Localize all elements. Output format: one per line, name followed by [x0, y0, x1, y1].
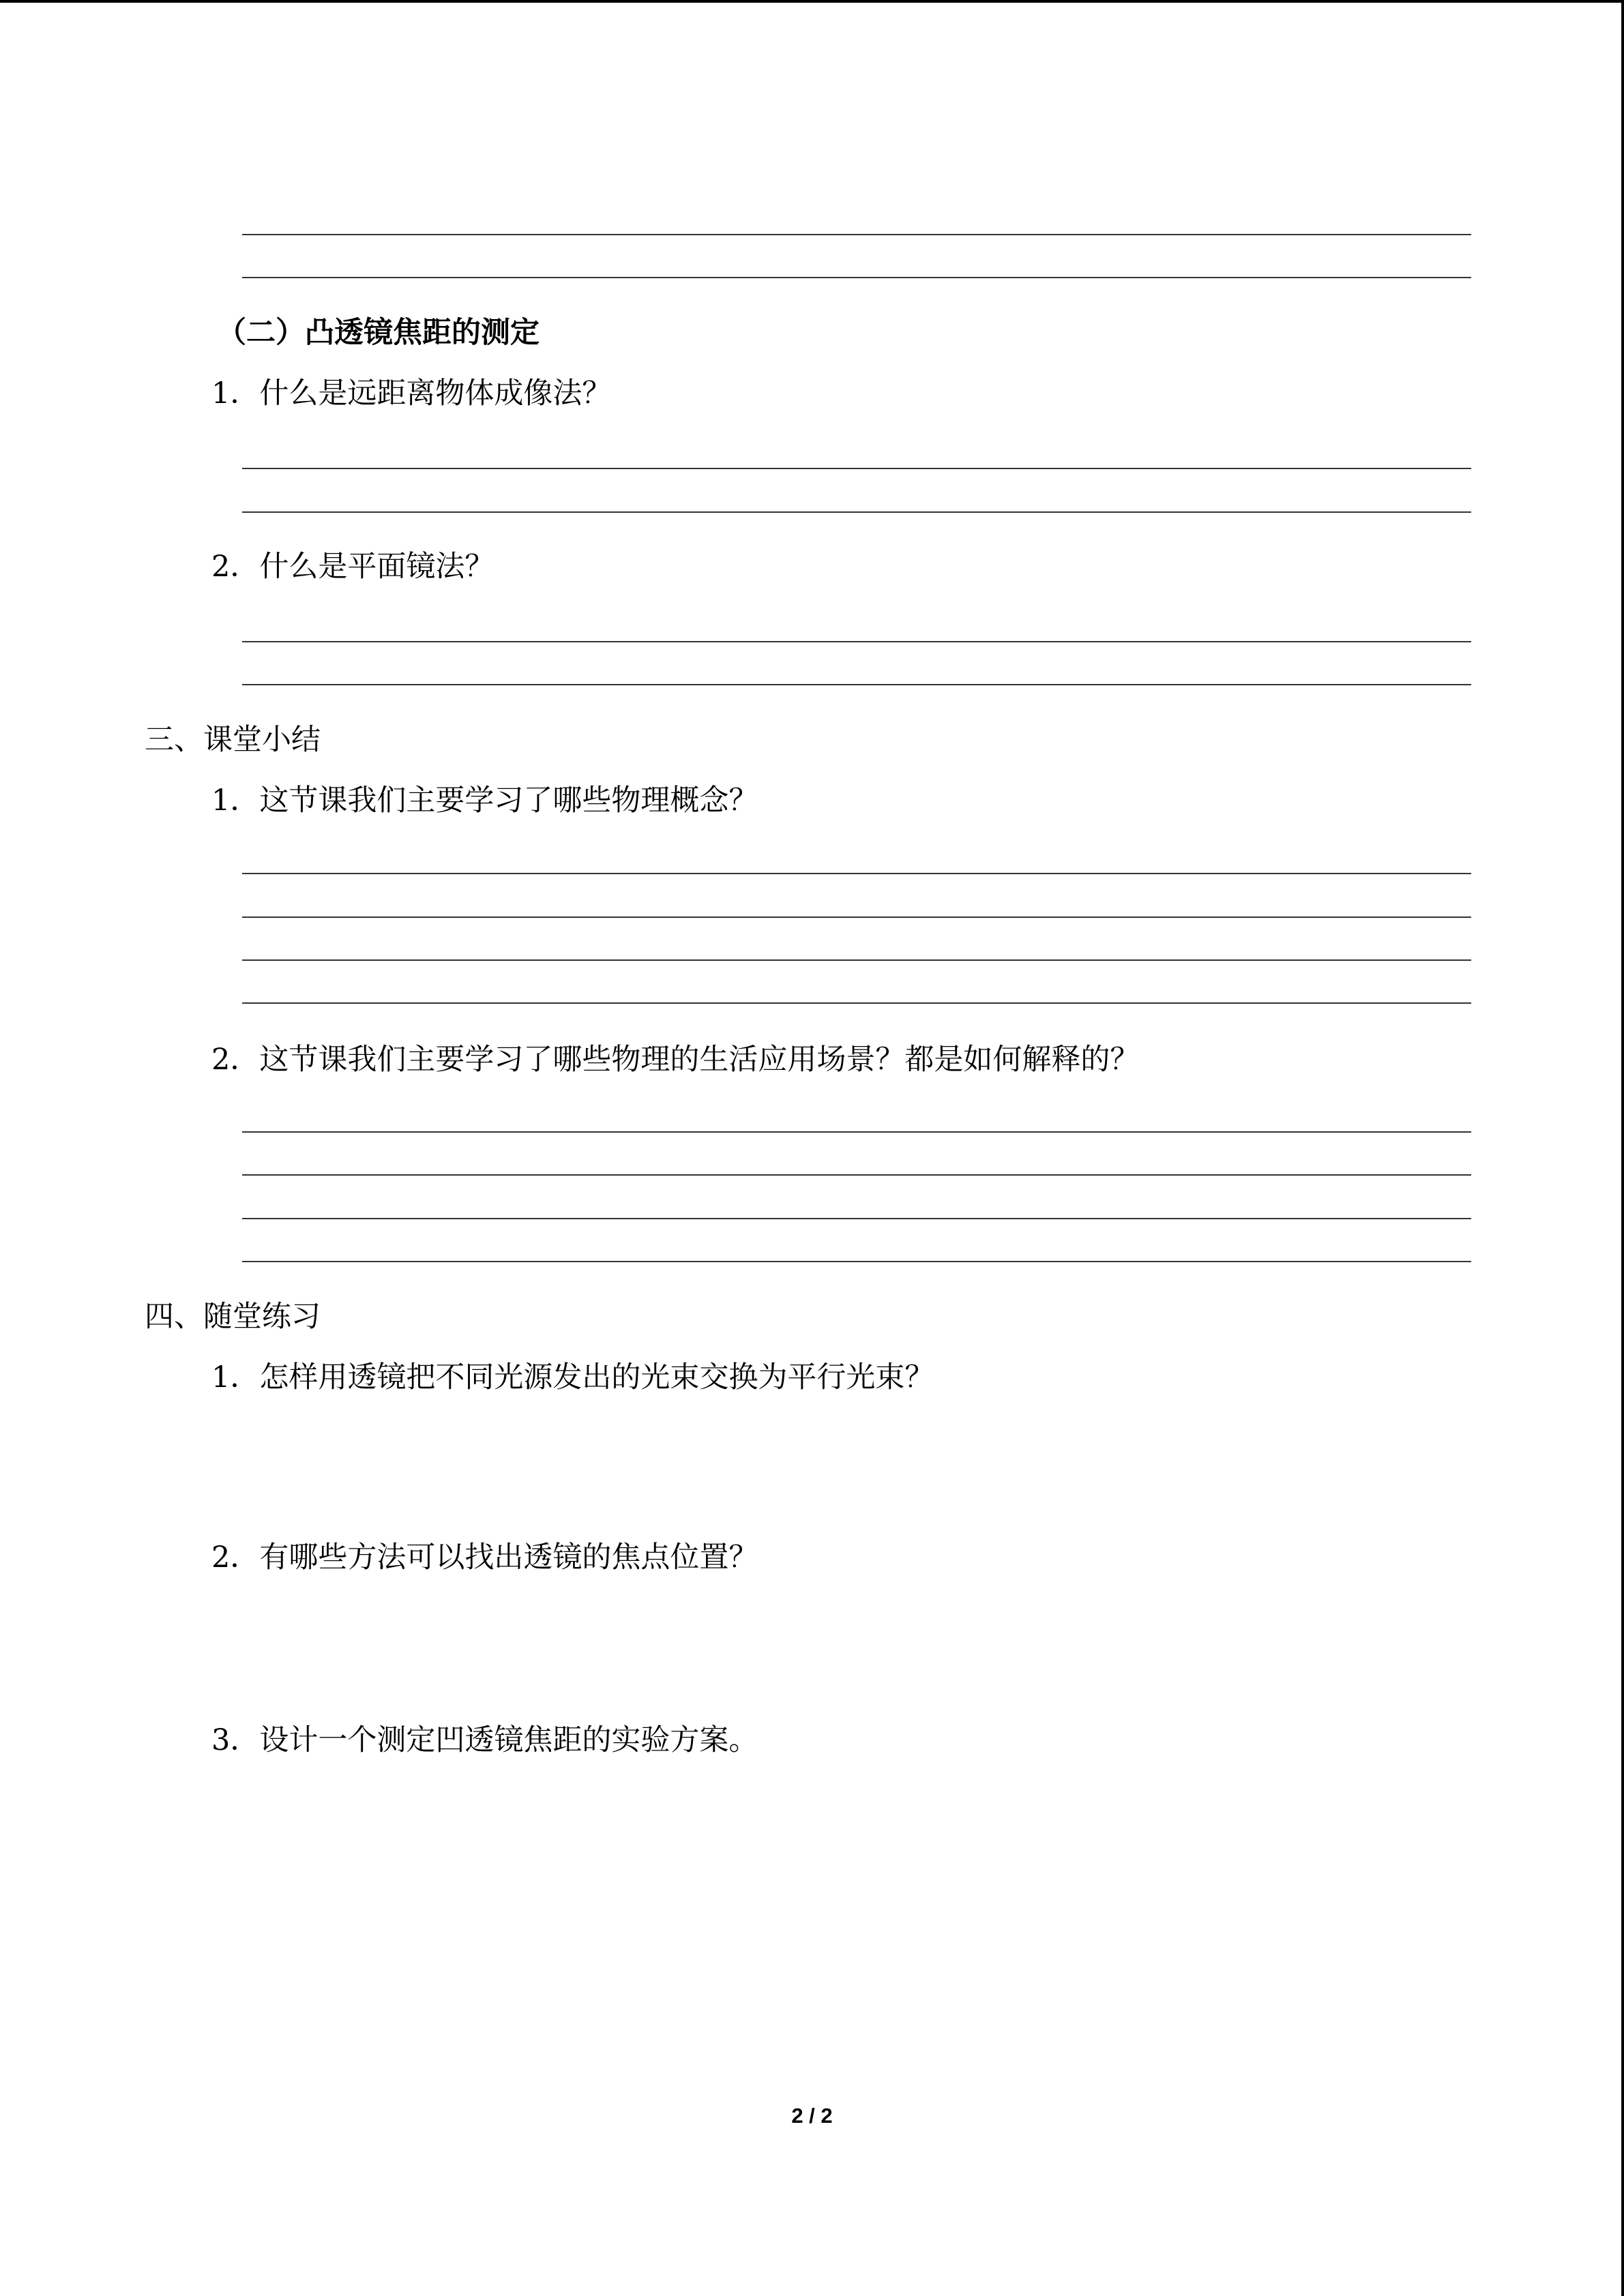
section-heading-focal-length: （二）凸透镜焦距的测定 [217, 316, 540, 350]
answer-line[interactable] [242, 641, 1471, 642]
page-top-border [0, 0, 1624, 3]
question-find-focal-point: 2．有哪些方法可以找出透镜的焦点位置？ [211, 1540, 758, 1575]
answer-line[interactable] [242, 1002, 1471, 1004]
answer-line[interactable] [242, 873, 1471, 874]
answer-line[interactable] [242, 959, 1471, 961]
answer-line[interactable] [242, 684, 1471, 685]
question-distant-object-method: 1．什么是远距离物体成像法？ [211, 376, 612, 411]
section-heading-practice: 四、随堂练习 [145, 1300, 321, 1334]
page-number: 2 / 2 [791, 2104, 833, 2128]
answer-line[interactable] [242, 1174, 1471, 1176]
page-right-border [1621, 0, 1624, 2296]
question-physics-concepts: 1．这节课我们主要学习了哪些物理概念？ [211, 784, 758, 818]
answer-line[interactable] [242, 468, 1471, 469]
answer-line[interactable] [242, 1218, 1471, 1219]
answer-line[interactable] [242, 1131, 1471, 1133]
answer-line[interactable] [242, 1261, 1471, 1262]
answer-line[interactable] [242, 916, 1471, 918]
answer-line[interactable] [242, 277, 1471, 278]
answer-line[interactable] [242, 234, 1471, 235]
question-parallel-beam: 1．怎样用透镜把不同光源发出的光束交换为平行光束？ [211, 1360, 934, 1395]
section-heading-summary: 三、课堂小结 [145, 723, 321, 757]
question-real-life-applications: 2．这节课我们主要学习了哪些物理的生活应用场景？都是如何解释的？ [211, 1043, 1140, 1077]
answer-line[interactable] [242, 511, 1471, 513]
question-plane-mirror-method: 2．什么是平面镜法？ [211, 550, 494, 584]
question-concave-lens-experiment: 3．设计一个测定凹透镜焦距的实验方案。 [211, 1723, 758, 1757]
